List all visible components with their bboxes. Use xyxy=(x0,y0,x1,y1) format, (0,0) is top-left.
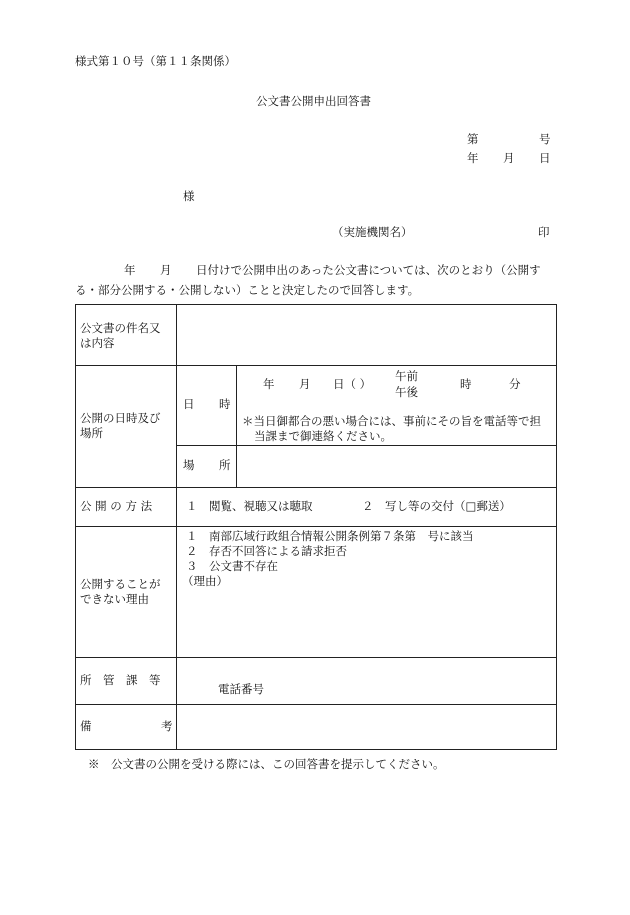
table-rule xyxy=(75,526,557,527)
reason-item: （理由） xyxy=(182,574,228,588)
datetime-month: 月 xyxy=(299,377,311,391)
department-label: 所 管 課 等 xyxy=(80,673,161,687)
table-rule xyxy=(75,365,557,366)
table-rule xyxy=(176,445,557,446)
table-rule xyxy=(75,487,557,488)
intro-line1: 日付けで公開申出のあった公文書については、次のとおり（公開す xyxy=(196,263,541,277)
datetime-label: 公開の日時及び 場所 xyxy=(80,411,161,440)
datetime-minute: 分 xyxy=(509,377,521,391)
remarks-label-2: 考 xyxy=(161,719,173,733)
issuer-label: （実施機関名） xyxy=(332,225,413,239)
place-label-1: 場 xyxy=(183,458,195,472)
datetime-pm: 午後 xyxy=(395,385,418,399)
reason-label: 公開することが できない理由 xyxy=(80,577,161,606)
datetime-am: 午前 xyxy=(395,369,418,383)
datetime-hour: 時 xyxy=(460,377,472,391)
footnote: ※ 公文書の公開を受ける際には、この回答書を提示してください。 xyxy=(88,757,445,771)
remarks-label-1: 備 xyxy=(80,719,92,733)
table-sub-divider xyxy=(236,365,237,488)
form-number: 様式第１０号（第１１条関係） xyxy=(75,54,236,68)
table-border-right xyxy=(556,304,557,750)
datetime-day: 日（ ） xyxy=(333,377,372,391)
subject-value xyxy=(180,306,554,363)
seal-mark: 印 xyxy=(538,225,550,239)
addressee-suffix: 様 xyxy=(183,189,195,203)
table-rule xyxy=(75,704,557,705)
table-border-top xyxy=(75,304,557,305)
reason-item: ２ 存否不回答による請求拒否 xyxy=(186,544,347,558)
method-option-2: ２ 写し等の交付（□郵送） xyxy=(362,499,511,513)
place-label-2: 所 xyxy=(219,458,231,472)
document-title: 公文書公開申出回答書 xyxy=(256,94,371,108)
ref-day: 日 xyxy=(539,151,551,165)
table-border-left xyxy=(75,304,76,750)
ref-year: 年 xyxy=(467,151,479,165)
table-border-bottom xyxy=(75,749,557,750)
intro-line2: る・部分公開する・公開しない）ことと決定したので回答します。 xyxy=(75,283,420,297)
method-label: 公 開 の 方 法 xyxy=(80,499,153,513)
intro-month: 月 xyxy=(160,263,172,277)
datetime-note-1: ＊当日御都合の悪い場合には、事前にその旨を電話等で担 xyxy=(242,414,541,428)
subject-label: 公文書の件名又 は内容 xyxy=(80,321,161,350)
table-rule xyxy=(75,657,557,658)
reason-item: ３ 公文書不存在 xyxy=(186,559,278,573)
table-column-divider xyxy=(176,304,177,750)
ref-number-label-1: 第 xyxy=(467,132,479,146)
ref-number-label-2: 号 xyxy=(539,132,551,146)
intro-year: 年 xyxy=(124,263,136,277)
reason-item: １ 南部広域行政組合情報公開条例第７条第 号に該当 xyxy=(186,529,474,543)
method-option-1: １ 閲覧、視聴又は聴取 xyxy=(186,499,313,513)
phone-label: 電話番号 xyxy=(218,682,264,696)
reason-list xyxy=(182,529,474,589)
datetime-sub-label-1: 日 xyxy=(183,397,195,411)
datetime-sub-label-2: 時 xyxy=(219,397,231,411)
datetime-note-2: 当課まで御連絡ください。 xyxy=(254,429,392,443)
datetime-year: 年 xyxy=(263,377,275,391)
ref-month: 月 xyxy=(503,151,515,165)
